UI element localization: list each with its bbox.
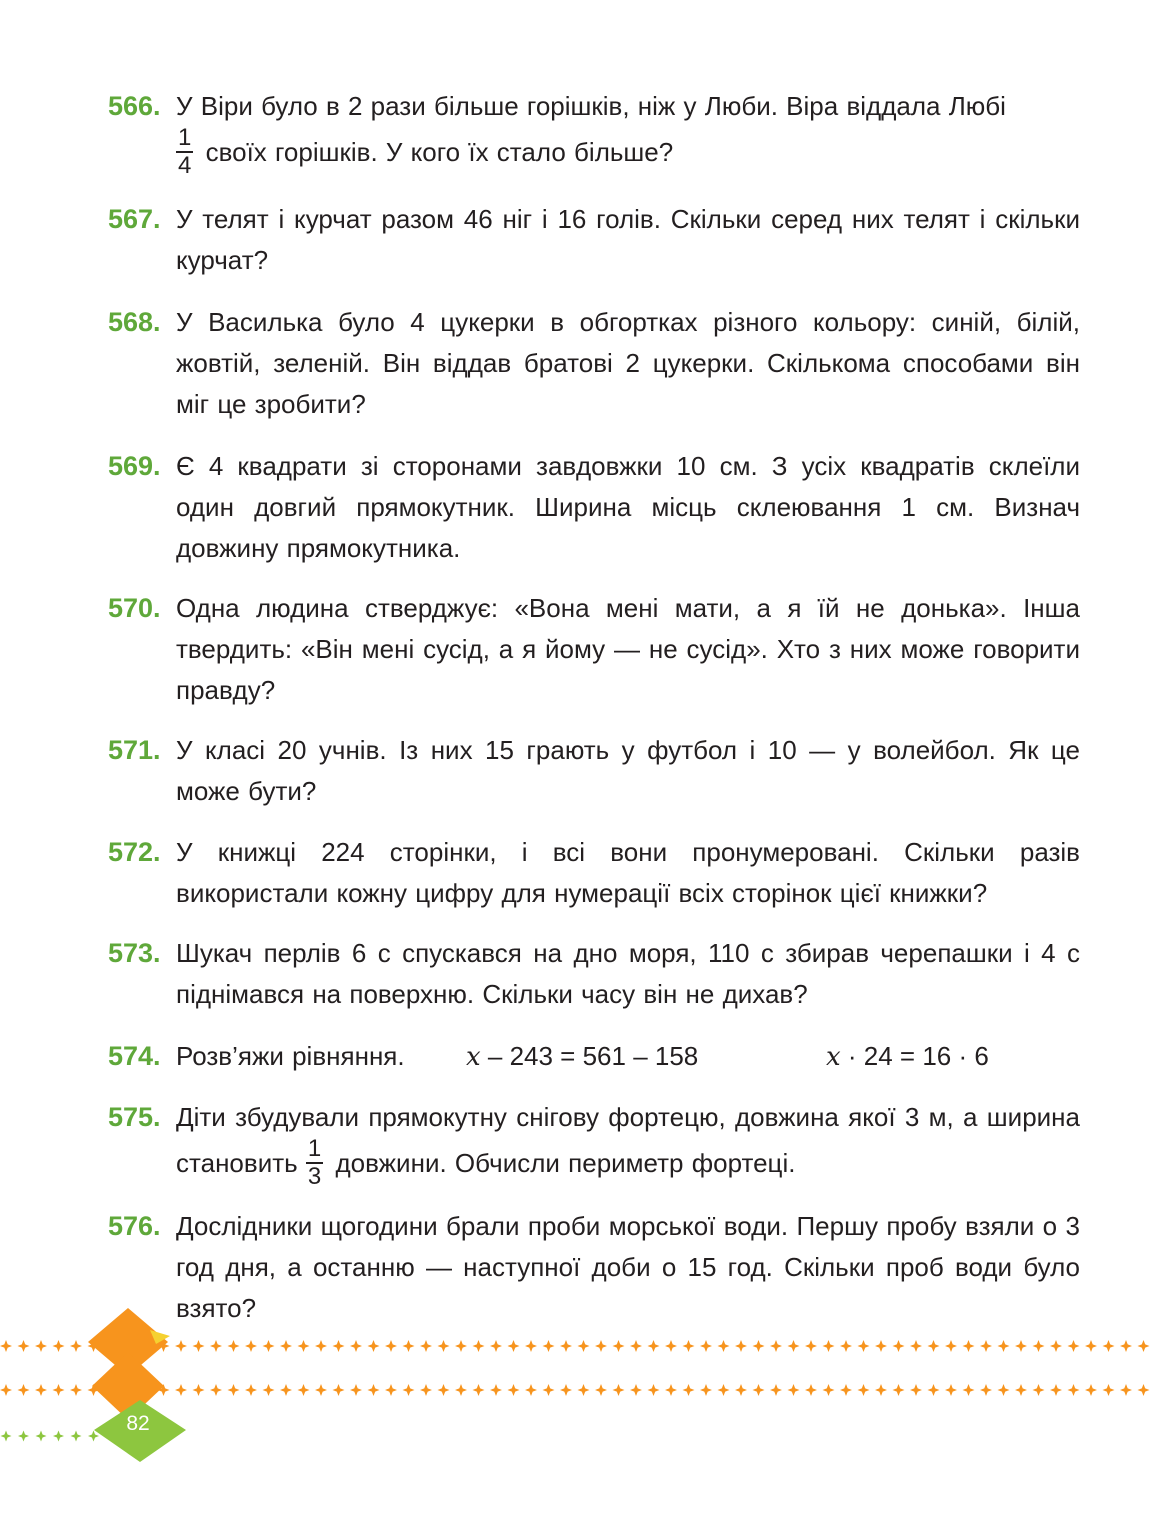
- star-icon: [263, 1384, 275, 1396]
- star-icon: [385, 1340, 397, 1352]
- star-icon: [1015, 1384, 1027, 1396]
- star-icon: [630, 1384, 642, 1396]
- star-icon: [823, 1340, 835, 1352]
- star-icon: [315, 1340, 327, 1352]
- star-icon: [53, 1340, 65, 1352]
- equation-2: [826, 1036, 989, 1078]
- star-icon: [613, 1384, 625, 1396]
- problem-text: У Василька було 4 цукерки в обгортках різного кольору: синій, білій, жовтій, зеленій. Він віддав братові 2 цукерки. Скількома способами він міг це зробити?: [176, 307, 1080, 419]
- star-icon: [175, 1384, 187, 1396]
- star-icon: [858, 1384, 870, 1396]
- star-icon: [753, 1340, 765, 1352]
- problem-number: 572.: [108, 837, 161, 867]
- problem-571: [108, 730, 1080, 812]
- problem-number: 567.: [108, 204, 161, 234]
- star-icon: [70, 1340, 82, 1352]
- star-icon: [1120, 1340, 1132, 1352]
- problem-text: Є 4 квадрати зі сторонами завдовжки 10 см. З усіх квадратів склеїли один довгий прямокутник. Ширина місць склеювання 1 см. Визнач довжину прямокутника.: [176, 451, 1080, 563]
- star-icon: [543, 1340, 555, 1352]
- star-icon: [945, 1384, 957, 1396]
- star-icon: [788, 1340, 800, 1352]
- problem-574: [108, 1036, 1080, 1077]
- star-icon: [560, 1340, 572, 1352]
- star-icon: [368, 1340, 380, 1352]
- fraction-denominator: 4: [178, 152, 192, 179]
- problem-567: [108, 199, 1080, 281]
- star-icon: [858, 1340, 870, 1352]
- variable-x: x: [466, 1042, 481, 1072]
- problem-number: 575.: [108, 1102, 161, 1132]
- problem-number: 573.: [108, 938, 161, 968]
- problem-text: [176, 86, 1080, 181]
- star-icon: [928, 1340, 940, 1352]
- star-icon: [333, 1384, 345, 1396]
- star-icon: [945, 1340, 957, 1352]
- star-icon: [210, 1340, 222, 1352]
- star-icon: [1103, 1340, 1115, 1352]
- star-icon: [805, 1340, 817, 1352]
- star-icon: [508, 1384, 520, 1396]
- star-icon: [280, 1340, 292, 1352]
- star-row-middle: [0, 1384, 1150, 1396]
- star-icon: [420, 1384, 432, 1396]
- star-icon: [910, 1384, 922, 1396]
- problem-573: [108, 933, 1080, 1015]
- problem-number: 568.: [108, 307, 161, 337]
- star-icon: [36, 1431, 47, 1442]
- star-icon: [683, 1384, 695, 1396]
- star-icon: [350, 1340, 362, 1352]
- star-icon: [683, 1340, 695, 1352]
- star-icon: [648, 1384, 660, 1396]
- star-icon: [0, 1340, 12, 1352]
- problem-575: [108, 1097, 1080, 1192]
- fraction: [306, 1136, 323, 1190]
- fraction-numerator: 1: [307, 1135, 322, 1162]
- star-icon: [1085, 1340, 1097, 1352]
- problem-text-part: своїх горішків. У кого їх стало більше?: [205, 136, 674, 167]
- star-icon: [963, 1384, 975, 1396]
- problem-text: Розв’яжи рівняння.: [176, 1041, 405, 1071]
- star-icon: [53, 1384, 65, 1396]
- star-icon: [735, 1340, 747, 1352]
- page-number: 82: [126, 1412, 150, 1435]
- star-icon: [595, 1384, 607, 1396]
- star-icon: [700, 1340, 712, 1352]
- star-icon: [770, 1384, 782, 1396]
- star-icon: [840, 1340, 852, 1352]
- star-icon: [1138, 1384, 1150, 1396]
- problem-number: 574.: [108, 1041, 161, 1071]
- problem-text: Шукач перлів 6 с спускався на дно моря, 110 с збирав черепашки і 4 с піднімався на поверхню. Скільки часу він не дихав?: [176, 938, 1080, 1009]
- star-icon: [578, 1340, 590, 1352]
- star-icon: [18, 1384, 30, 1396]
- star-icon: [735, 1384, 747, 1396]
- star-icon: [1050, 1384, 1062, 1396]
- equation-1: [466, 1036, 698, 1078]
- star-icon: [1138, 1340, 1150, 1352]
- star-icon: [403, 1340, 415, 1352]
- star-icon: [1050, 1340, 1062, 1352]
- star-icon: [893, 1384, 905, 1396]
- star-icon: [70, 1384, 82, 1396]
- star-icon: [875, 1340, 887, 1352]
- star-icon: [595, 1340, 607, 1352]
- star-icon: [263, 1340, 275, 1352]
- fraction-denominator: 3: [307, 1163, 322, 1190]
- star-icon: [403, 1384, 415, 1396]
- star-icon: [805, 1384, 817, 1396]
- problem-number: 566.: [108, 91, 161, 121]
- problem-568: [108, 302, 1080, 425]
- star-icon: [71, 1431, 82, 1442]
- star-icon: [385, 1384, 397, 1396]
- star-icon: [718, 1384, 730, 1396]
- star-icon: [455, 1340, 467, 1352]
- star-icon: [788, 1384, 800, 1396]
- star-icon: [998, 1384, 1010, 1396]
- star-icon: [980, 1384, 992, 1396]
- problem-number: 570.: [108, 593, 161, 623]
- star-icon: [998, 1340, 1010, 1352]
- star-icon: [1068, 1384, 1080, 1396]
- star-icon: [490, 1340, 502, 1352]
- star-icon: [245, 1384, 257, 1396]
- star-icon: [35, 1340, 47, 1352]
- star-icon: [0, 1384, 12, 1396]
- problem-572: [108, 832, 1080, 914]
- star-icon: [665, 1340, 677, 1352]
- star-icon: [18, 1431, 29, 1442]
- problem-text: У книжці 224 сторінки, і всі вони пронумеровані. Скільки разів використали кожну цифру для нумерації всіх сторінок цієї книжки?: [176, 837, 1080, 908]
- star-icon: [525, 1384, 537, 1396]
- star-icon: [823, 1384, 835, 1396]
- variable-x: x: [826, 1042, 841, 1072]
- footer-decoration: [0, 1300, 1162, 1530]
- star-icon: [228, 1384, 240, 1396]
- star-icon: [1103, 1384, 1115, 1396]
- star-icon: [455, 1384, 467, 1396]
- star-icon: [928, 1384, 940, 1396]
- star-icon: [840, 1384, 852, 1396]
- problem-text-part: У Віри було в 2 рази більше горішків, ніж у Люби. Віра віддала Любі: [176, 91, 1006, 121]
- problem-text: Дослідники щогодини брали проби морської води. Першу пробу взяли о 3 год дня, а останню — наступної доби о 15 год. Скільки проб води було взято?: [176, 1211, 1080, 1323]
- problem-number: 576.: [108, 1211, 161, 1241]
- problem-text: Одна людина стверджує: «Вона мені мати, а я їй не донька». Інша твердить: «Він мені сусід, а я йому — не сусід». Хто з них може говорити правду?: [176, 593, 1080, 705]
- star-icon: [420, 1340, 432, 1352]
- star-icon: [438, 1384, 450, 1396]
- star-icon: [1, 1431, 12, 1442]
- fraction-numerator: 1: [178, 124, 192, 151]
- star-icon: [315, 1384, 327, 1396]
- star-icon: [630, 1340, 642, 1352]
- star-icon: [438, 1340, 450, 1352]
- star-icon: [245, 1340, 257, 1352]
- star-icon: [350, 1384, 362, 1396]
- problem-text: У телят і курчат разом 46 ніг і 16 голів. Скільки серед них телят і скільки курчат?: [176, 204, 1080, 275]
- star-row-bottom: [1, 1431, 100, 1442]
- star-icon: [543, 1384, 555, 1396]
- star-icon: [473, 1384, 485, 1396]
- star-icon: [35, 1384, 47, 1396]
- equation-rhs: · 24 = 16 · 6: [840, 1041, 989, 1071]
- star-icon: [525, 1340, 537, 1352]
- star-icon: [1033, 1340, 1045, 1352]
- star-icon: [333, 1340, 345, 1352]
- star-icon: [1068, 1340, 1080, 1352]
- star-row-top: [0, 1340, 1150, 1352]
- star-icon: [700, 1384, 712, 1396]
- star-icon: [210, 1384, 222, 1396]
- star-icon: [648, 1340, 660, 1352]
- star-icon: [193, 1340, 205, 1352]
- star-icon: [578, 1384, 590, 1396]
- star-icon: [665, 1384, 677, 1396]
- problem-570: [108, 588, 1080, 711]
- star-icon: [298, 1384, 310, 1396]
- star-icon: [1085, 1384, 1097, 1396]
- star-icon: [893, 1340, 905, 1352]
- equation-rhs: – 243 = 561 – 158: [480, 1041, 699, 1071]
- star-icon: [753, 1384, 765, 1396]
- star-icon: [508, 1340, 520, 1352]
- star-icon: [473, 1340, 485, 1352]
- problem-569: [108, 446, 1080, 569]
- star-icon: [368, 1384, 380, 1396]
- star-icon: [1015, 1340, 1027, 1352]
- problem-566: [108, 86, 1080, 181]
- problem-text-part: Діти збудували прямокутну снігову фортецю, довжина якої 3 м, а ширина становить: [176, 1102, 1080, 1178]
- problem-number: 569.: [108, 451, 161, 481]
- star-icon: [963, 1340, 975, 1352]
- star-icon: [875, 1384, 887, 1396]
- star-icon: [1033, 1384, 1045, 1396]
- star-icon: [613, 1340, 625, 1352]
- problem-text: [176, 1097, 1080, 1192]
- star-icon: [280, 1384, 292, 1396]
- star-icon: [910, 1340, 922, 1352]
- star-icon: [298, 1340, 310, 1352]
- star-icon: [228, 1340, 240, 1352]
- star-icon: [18, 1340, 30, 1352]
- problem-text: У класі 20 учнів. Із них 15 грають у футбол і 10 — у волейбол. Як це може бути?: [176, 735, 1080, 806]
- star-icon: [1120, 1384, 1132, 1396]
- fraction: [176, 125, 193, 179]
- star-icon: [193, 1384, 205, 1396]
- star-icon: [980, 1340, 992, 1352]
- star-icon: [53, 1431, 64, 1442]
- problem-text-part: довжини. Обчисли периметр фортеці.: [335, 1147, 796, 1178]
- problem-number: 571.: [108, 735, 161, 765]
- star-icon: [770, 1340, 782, 1352]
- star-icon: [175, 1340, 187, 1352]
- star-icon: [718, 1340, 730, 1352]
- star-icon: [560, 1384, 572, 1396]
- star-icon: [490, 1384, 502, 1396]
